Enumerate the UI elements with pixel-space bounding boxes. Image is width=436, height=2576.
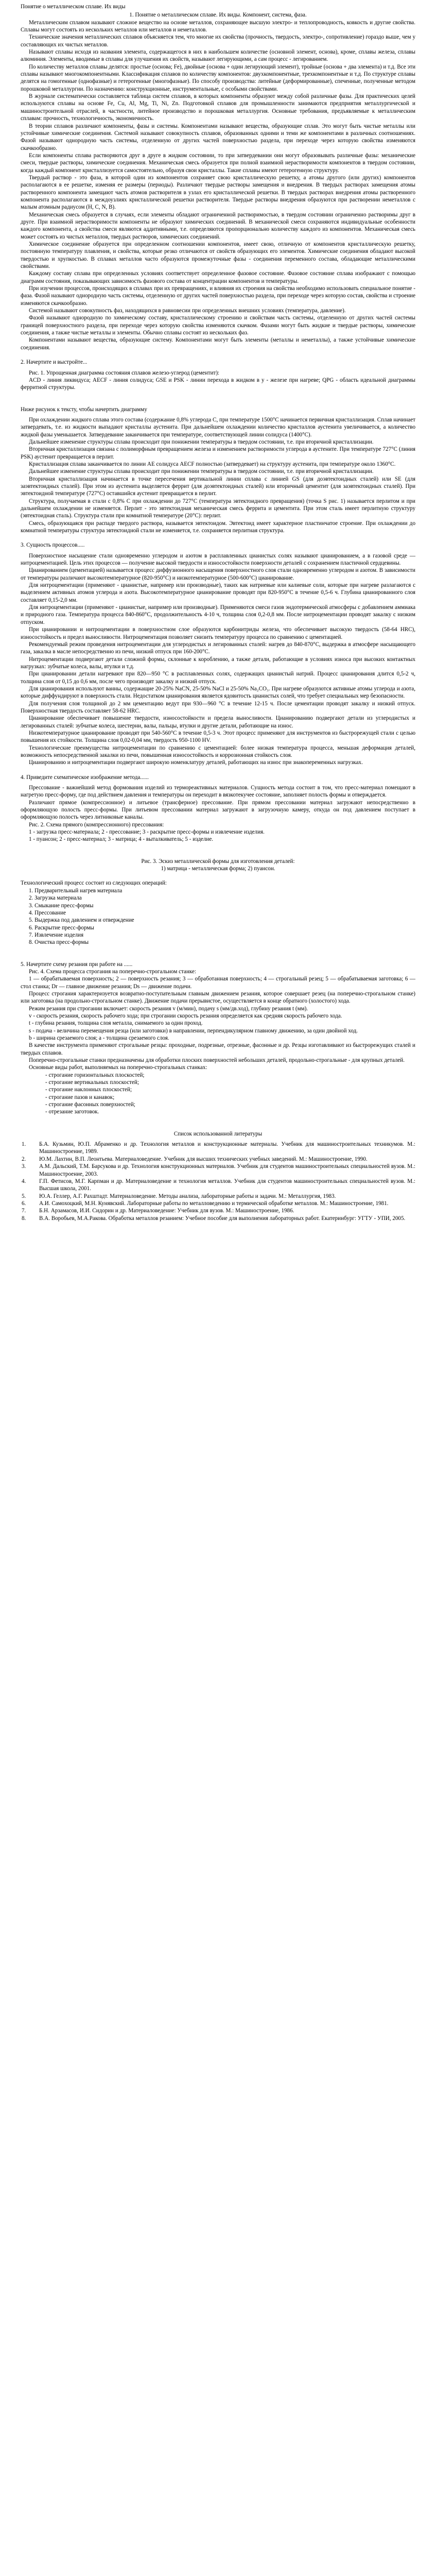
reference-number: 2.: [22, 1156, 26, 1162]
reference-text: Ю.М. Лахтин, В.П. Леонтьева. Материаловедение. Учебник для высших технических учебных заведений. М.: Машиностроение, 1990.: [39, 1156, 368, 1162]
reference-item: [21, 1178, 415, 1193]
process-steps: [29, 887, 415, 946]
paragraph: Химическое соединение образуется при определенном соотношении компонентов, имеет свою, отличную от компонентов кристаллическую решетку, постоянную температуру плавления, и свойства, которые резко отличаются от свойств образующих его элементов. Химические соединения обладают высокой твердостью и хрупкостью. В сплавах металлов часто образуются промежуточные фазы - соединения переменного состава, обладающие металлическими свойствами.: [21, 241, 415, 270]
figure-legend: 1) матрица - металлическая форма; 2) пуансон.: [161, 866, 275, 872]
paragraph: При изучении процессов, происходящих в сплавах при их превращениях, и влияния их строения на свойства необходимо использовать специальное понятие - фаза. Фазой называют однородную часть системы, отделенную от других частей поверхностью раздела, при переходе через которую состав, свойства и строение изменяются скачкообразно.: [21, 285, 415, 307]
paragraph: В теории сплавов различают компоненты, фазы и системы. Компонентами называют вещества, образующие сплав. Это могут быть чистые металлы или устойчивые химические соединения. Системой называют совокупность сплавов, образованных одними и теми же компонентами в различных соотношениях. Фазой называют однородную часть системы, отделенную от других частей поверхностью раздела, при переходе через которую свойства изменяются скачкообразно.: [21, 123, 415, 151]
paragraph: Технические значения металлических сплавов объясняется тем, что многие их свойства (прочность, твердость, электро-, сопротивление) гораздо выше, чем у составляющих их чистых металлов.: [21, 34, 415, 48]
figure-caption: Рис. 2. Схема прямого (компрессионного) прессования:: [29, 821, 164, 828]
section-1-heading: 1. Понятие о металлическом сплаве. Их виды. Компонент, система, фаза.: [129, 12, 307, 19]
reference-number: 5.: [22, 1193, 26, 1199]
reference-item: [21, 1215, 415, 1222]
paragraph: Нитроцементации подвергают детали сложной формы, склонные к короблению, а также детали, работающие в условиях износа при высоких контактных нагрузках: зубчатые колеса, валы, втулки и т.д.: [21, 656, 415, 670]
figure-caption: Рис. 4. Схема процесса строгания на поперечно-строгальном станке:: [29, 968, 197, 975]
paragraph: Различают прямое (компрессионное) и литьевое (трансферное) прессование. При прямом прессовании материал загружают непосредственно в оформляющую полость пресс-формы. При литьевом прессовании материал загружают в загрузочную камеру, откуда он под давлением поступает в оформляющую полость через литниковые каналы.: [21, 799, 415, 821]
paragraph: При цианировании и нитроцементации в поверхностном слое образуются карбонитриды железа, что обеспечивает высокую твердость (58-64 HRC), износостойкость и предел выносливости. Нитроцементация позволяет снизить температуру процесса по сравнению с цементацией.: [21, 626, 415, 640]
reference-number: 6.: [22, 1200, 26, 1207]
section-4-heading: 4. Приведите схематическое изображение метода......: [21, 774, 149, 781]
list-item: 3. Смыкание пресс-формы: [29, 902, 94, 909]
paragraph: Системой называют совокупность фаз, находящихся в равновесии при определенных внешних условиях (температура, давление).: [29, 308, 346, 314]
reference-number: 4.: [22, 1178, 26, 1184]
figure-caption: Рис. 3. Эскиз металлической формы для изготовления деталей:: [141, 858, 295, 865]
paragraph: v - скорость резания, скорость рабочего хода; при строгании скорость резания определяется как средняя скорость рабочего хода.: [29, 1012, 342, 1019]
paragraph: Прессование - важнейший метод формования изделий из термореактивных материалов. Сущность метода состоит в том, что пресс-материал помещают в нагретую пресс-форму, где под действием давления и температуры он переходит в вязкотекучее состояние, заполняет полость формы и отверждается.: [21, 785, 415, 799]
paragraph: Технологические преимущества нитроцементации по сравнению с цементацией: более низкая температура процесса, меньшая деформация деталей, возможность непосредственной закалки из печи, повышенная износостойкость и коррозионная стойкость слоя.: [21, 744, 415, 758]
reference-text: Ю.А. Геллер, А.Г. Рахштадт. Материаловедение. Методы анализа, лабораторные работы и задачи. М.: Металлургия, 1983.: [39, 1193, 336, 1199]
ops-list: [45, 1072, 415, 1116]
figure-legend: 1 - пуансон; 2 - пресс-материал; 3 - матрица; 4 - выталкиватель; 5 - изделие.: [29, 836, 214, 843]
reference-item: [21, 1156, 415, 1163]
reference-text: А.М. Дальский, Т.М. Барсукова и др. Технология конструкционных материалов. Учебник для студентов машиностроительных специальностей вузов. М.: Машиностроение, 2003.: [39, 1163, 415, 1177]
paragraph: Для цианирования используют ванны, содержащие 20-25% NaCN, 25-50% NaCl и 25-50% Na₂CO₃. При нагреве образуются активные атомы углерода и азота, которые диффундируют в поверхность стали. Недостатком цианирования является ядовитость цианистых солей, что требует специальных мер безопасности.: [21, 685, 415, 700]
reference-number: 1.: [22, 1141, 26, 1148]
list-item: - строгание пазов и канавок;: [45, 1094, 115, 1100]
list-item: - отрезание заготовок.: [45, 1109, 99, 1115]
paragraph: Дальнейшее изменение структуры сплава происходит при понижении температуры в твердом состоянии, т.е. при вторичной кристаллизации.: [29, 468, 374, 475]
section-2-body: [21, 416, 415, 535]
section-1-body: [21, 19, 415, 351]
section-3-body: [21, 552, 415, 767]
paragraph: Называют сплавы исходя из названия элемента, содержащегося в них в наибольшем количестве (основной элемент, основа), кроме, сплавы железа, сплавы алюминия. Элементы, вводимые в сплавы для улучшения их свойств, называют легирующими, а сам процесс - легированием.: [21, 49, 415, 63]
reference-text: Б.Н. Арзамасов, И.И. Сидорин и др. Материаловедение: Учебник для вузов. М.: Машиностроение, 1986.: [39, 1208, 294, 1214]
reference-text: А.И. Самохоцкий, М.Н. Кунявский. Лабораторные работы по металловедению и термической обработке металлов. М.: Машиностроение, 1981.: [39, 1200, 389, 1207]
section-4-body: [21, 784, 415, 821]
list-item: 1. Предварительный нагрев материала: [29, 887, 123, 894]
reference-text: Б.А. Кузьмин, Ю.П. Абраменко и др. Технология металлов и конструкционные материалы. Учебник для машиностроительных техникумов. М.: Машиностроение, 1989.: [39, 1141, 415, 1155]
reference-text: Г.П. Фетисов, М.Г. Карпман и др. Материаловедение и технология металлов. Учебник для студентов машиностроительных специальностей вузов. М.: Высшая школа, 2001.: [39, 1178, 415, 1192]
paragraph: Для нитроцементации (применяют - цианистые, например или производные), таких как натриевые или калиевые соли, которые при нагреве разлагаются с выделением активных атомов углерода и азота. Высокотемпературное цианирование проводят при 820-950°С в течение 0,5-6 ч. Глубина цианированного слоя составляет 0,15-2,0 мм.: [21, 582, 415, 603]
paragraph: b - ширина срезаемого слоя; a - толщина срезаемого слоя.: [29, 1035, 169, 1041]
paragraph: В качестве инструмента применяют строгальные резцы: проходные, подрезные, отрезные, фасонные и др. Резцы изготавливают из быстрорежущих сталей и твердых сплавов.: [21, 1042, 415, 1056]
paragraph: Твердый раствор - это фаза, в которой один из компонентов сохраняет свою кристаллическую решетку, а атомы другого (или других) компонентов располагаются в ее решетке, изменяя ее размеры (периоды). Различают твердые растворы замещения и внедрения. В твердых растворах замещения атомы растворенного компонента замещают часть атомов растворителя в узлах его кристаллической решетки. В твердых растворах внедрения атомы растворенного компонента располагаются в междоузлиях кристаллической решетки растворителя. Твердые растворы внедрения образуются при растворении неметаллов с малым атомным радиусом (H, C, N, B).: [21, 174, 415, 211]
paragraph: Если компоненты сплава растворяются друг в друге в жидком состоянии, то при затвердевании они могут образовывать различные фазы: механические смеси, твердые растворы, химические соединения. Механическая смесь образуется при полной взаимной нерастворимости компонентов в твердом состоянии, когда каждый компонент кристаллизуется самостоятельно, образуя свои кристаллы. Такие сплавы имеют гетерогенную структуру.: [21, 152, 415, 174]
section-5-heading: 5. Начертите схему резания при работе на ......: [21, 961, 133, 968]
reference-number: 8.: [22, 1215, 26, 1222]
paragraph: Фазой называют однородную по химическому составу, кристаллическому строению и свойствам часть системы, отделенную от других частей системы границей поверхностного раздела, при переходе через которую свойства изменяются скачком. Фазами могут быть жидкие и твердые растворы, химические соединения, а также чистые металлы и элементы. Обычно сплавы состоят из нескольких фаз.: [21, 315, 415, 336]
section-2-heading: 2. Начертите и выстройте...: [21, 359, 88, 366]
references-heading: Список использованной литературы: [173, 1130, 263, 1137]
references-list: [21, 1141, 415, 1222]
reference-number: 7.: [22, 1208, 26, 1214]
paragraph: Каждому составу сплава при определенных условиях соответствует определенное фазовое состояние. Фазовое состояние сплава изображают с помощью диаграмм состояния, показывающих зависимость фазового состава от концентрации компонентов и температуры.: [21, 270, 415, 284]
paragraph: При цианировании детали нагревают при 820—950 °С в расплавленных солях, содержащих цианистый натрий. Процесс цианирования длится 0,5-2 ч, толщина слоя от 0,15 до 0,6 мм, после чего производят закалку и низкий отпуск.: [21, 671, 415, 685]
paragraph: Кристаллизация сплава заканчивается по линии AE солидуса AECF полностью (затвердевает) на структуру аустенита, при температуре около 1360°С.: [29, 461, 396, 467]
reference-text: В.А. Воробьев, М.А.Ракова. Обработка металлов резанием: Учебное пособие для выполнения лабораторных работ. Екатеринбург: УГТУ - УПИ, 2005.: [39, 1215, 406, 1222]
document-page: [0, 0, 436, 1232]
reference-number: 3.: [22, 1163, 26, 1170]
paragraph: В журнале систематически составляется таблица систем сплавов, в которых компоненты образуют между собой различные фазы. Для практических целей используются сплавы на основе Fe, Cu, Al, Mg, Ti, Ni, Zn. Подготовкой сплавов для промышленности занимаются предприятия металлургической и машиностроительной отраслей, в частности, литейное производство и порошковая металлургия. Основные требования, предъявляемые к металлическим сплавам: прочность, технологичность, экономичность.: [21, 93, 415, 122]
list-item: - строгание вертикальных плоскостей;: [45, 1079, 139, 1086]
list-item: - строгание фасонных поверхностей;: [45, 1101, 135, 1108]
paragraph: t - глубина резания, толщина слоя металла, снимаемого за один проход.: [29, 1020, 203, 1027]
paragraph: Низкотемпературное цианирование проводят при 540-560°С в течение 0,5-3 ч. Этот процесс применяют для инструментов из быстрорежущей стали с целью повышения их стойкости. Толщина слоя 0,02-0,04 мм, твердость 950-1100 HV.: [21, 730, 415, 744]
paragraph: Цианированием (цементацией) называется процесс диффузионного насыщения поверхностного слоя стали одновременно углеродом и азотом. В зависимости от температуры различают высокотемпературное (820-950°С) и низкотемпературное (500-600°С) цианирование.: [21, 567, 415, 581]
section-3-heading: 3. Сущность процессов.....: [21, 542, 85, 549]
list-item: 2. Загрузка материала: [29, 895, 82, 902]
list-item: 5. Выдержка под давлением и отверждение: [29, 917, 134, 924]
figure-legend: 1 - загрузка пресс-материала; 2 - прессование; 3 - раскрытие пресс-формы и извлечение изделия.: [29, 829, 265, 836]
list-item: 4. Прессование: [29, 909, 66, 916]
paragraph: Компонентами называют вещества, образующие систему. Компонентами могут быть элементы (металлы и неметаллы), а также устойчивые химические соединения.: [21, 337, 415, 351]
list-item: 8. Очистка пресс-формы: [29, 939, 89, 946]
paragraph: Рекомендуемый режим проведения нитроцементации для углеродистых и легированных сталей: нагрев до 840-870°С, выдержка в атмосфере насыщающего газа, закалка в масле непосредственно из печи, низкий отпуск при 160-200°С.: [21, 641, 415, 655]
paragraph: s - подача - величина перемещения резца (или заготовки) в направлении, перпендикулярном главному движению, за один двойной ход.: [29, 1027, 358, 1034]
reference-item: [21, 1200, 415, 1207]
paragraph: Для получения слоя толщиной до 2 мм цементацию ведут при 930—960 °С в течение 12-15 ч. После цементации проводят закалку и низкий отпуск. Поверхностная твердость составляет 58-62 HRC.: [21, 700, 415, 714]
figure-legend: ACD - линия ликвидуса; AECF - линия солидуса; GSE и PSK - линии перехода в жидком в у - железе при нагреве; QPG - область идеальной диаграммы ферритной структуры.: [21, 377, 415, 391]
process-heading: Технологический процесс состоит из следующих операций:: [21, 880, 167, 887]
paragraph: Смесь, образующаяся при распаде твердого раствора, называется эвтектоидом. Эвтектоид имеет характерное пластинчатое строение. При охлаждении до комнатной температуры структура эвтектоидной стали не изменяется, т.е. сохраняется перлитная структура.: [21, 520, 415, 534]
paragraph: При охлаждении жидкого сплава этого состава (содержание 0,8% углерода С, при температуре 1500°С начинается первичная кристаллизация. Сплав начинает затвердевать, т.е. из жидкости выпадают кристаллы аустенита. При дальнейшем охлаждении количество кристаллов аустенита увеличивается, а количество жидкой фазы уменьшается. Затвердевание заканчивается при температуре, соответствующей линии солидуса (1400°С).: [21, 416, 415, 438]
paragraph: Механическая смесь образуется в случаях, если элементы обладают ограниченной растворимостью, в твердом состоянии ограниченно растворимы друг в друге. При взаимной нерастворимости компоненты не образуют химических соединений. В механической смеси сохраняются индивидуальные особенности каждого компонента, а свойства смеси являются аддитивными, т.е. определяются пропорционально количеству каждого из компонентов. Механическая смесь может состоять из чистых металлов, твердых растворов, химических соединений.: [21, 211, 415, 240]
figure-caption: Рис. 1. Упрощенная диаграмма состояния сплавов железо-углерод (цементит):: [29, 369, 220, 376]
list-item: 7. Извлечение изделия: [29, 931, 84, 938]
paragraph: Процесс строгания характеризуется возвратно-поступательным главным движением резания, которое совершает резец (на поперечно-строгальном станке) или заготовка (на продольно-строгальном станке). Движение подачи прерывистое, осуществляется в конце обратного (холостого) хода.: [21, 990, 415, 1005]
paragraph: Металлическим сплавом называют сложное вещество на основе металлов, сохраняющее высшую электро- и теплопроводность, ковкость и другие свойства. Сплавы могут состоять из нескольких металлов или металлов и неметаллов.: [21, 19, 415, 33]
list-item: 6. Раскрытие пресс-формы: [29, 924, 94, 931]
ops-heading: Основные виды работ, выполняемых на поперечно-строгальных станках:: [29, 1064, 207, 1071]
list-item: - строгание наклонных плоскостей;: [45, 1087, 132, 1093]
paragraph: Вторичная кристаллизация начинается в точке пересечения вертикальной линии сплава с линией GS (для доэвтектоидных сталей) или SE (для заэвтектоидных сталей). При этом из аустенита выделяется феррит (для доэвтектоидных сталей) или вторичный цементит (для заэвтектоидных сталей). При эвтектоидной температуре (727°С) оставшийся аустенит превращается в перлит.: [21, 476, 415, 497]
section-5-body: [21, 990, 415, 1064]
reference-item: [21, 1141, 415, 1156]
paragraph: По количеству металлов сплавы делятся: простые (основа; Fe), двойные (основа + один легирующий элемент), тройные (основа + два элемента) и т.д. Все эти сплавы называют многокомпонентными. Классификация сплавов по количеству компонентов: двухкомпонентные, трехкомпонентные и т.д. По структуре сплавы делятся на гомогенные (однофазные) и гетерогенные (многофазные). По способу производства: литейные (деформированные), спеченные, полученные методом порошковой металлургии. По назначению: конструкционные, инструментальные, с особыми свойствами.: [21, 63, 415, 92]
paragraph: Дальнейшее изменение структуры сплава происходит при понижении температуры в твердом состоянии, т.е. при вторичной кристаллизации.: [29, 438, 374, 445]
list-item: - строгание горизонтальных плоскостей;: [45, 1072, 145, 1078]
paragraph: Структура, получаемая в стали с 0,8% С при охлаждении до 727°С (температура эвтектоидного превращения) (точка S рис. 1) называется перлитом и при дальнейшем охлаждении не изменяется. Перлит - это эвтектоидная механическая смесь феррита и цементита. При этом сталь имеет перлитную структуру (эвтектоидная сталь). Структура стали при комнатной температуре (20°С): перлит.: [21, 498, 415, 519]
paragraph: Поперечно-строгальные станки предназначены для обработки плоских поверхностей небольших деталей, продольно-строгальные - для крупных деталей.: [29, 1057, 405, 1064]
paragraph: Поверхностное насыщение стали одновременно углеродом и азотом в расплавленных цианистых солях называют цианированием, а в газовой среде — нитроцементацией. Цель этих процессов — получение высокой твердости и износостойкости поверхности деталей с сохранением пластичной сердцевины.: [21, 552, 415, 567]
figure-legend: 1 — обрабатываемая поверхность; 2 — поверхность резания; 3 — обработанная поверхность; 4 — строгальный резец; 5 — обрабатываемая заготовка; 6 — стол станка; Dr — главное движение резания; Ds — движение подачи.: [21, 976, 415, 990]
reference-item: [21, 1193, 415, 1200]
paragraph: Цианированию и нитроцементации подвергают широкую номенклатуру деталей, работающих на износ при знакопеременных нагрузках.: [29, 759, 363, 766]
paragraph: Цианирование обеспечивает повышение твердости, износостойкости и предела выносливости. Цианированию подвергают детали из углеродистых и легированных сталей: зубчатые колеса, шестерни, валы, пальцы, втулки и другие детали, работающие на износ.: [21, 715, 415, 729]
figure-note: Ниже рисунок к тексту, чтобы начертить диаграмму: [21, 406, 147, 413]
paragraph: Вторичная кристаллизация связана с полиморфным превращением железа и изменением растворимости углерода в аустените. При температуре 727°С (линия PSK) аустенит превращается в перлит.: [21, 446, 415, 460]
reference-item: [21, 1163, 415, 1178]
reference-item: [21, 1207, 415, 1214]
document-title: Понятие о металлическом сплаве. Их виды: [21, 4, 126, 10]
paragraph: Режим резания при строгании включает: скорость резания v (м/мин), подачу s (мм/дв.ход), глубину резания t (мм).: [29, 1005, 308, 1012]
paragraph: Для нитроцементации (применяют - цианистые, например или производные). Применяются смеси газов эндотермической атмосферы с добавлением аммиака и природного газа. Температура процесса 840-860°С, продолжительность 4-10 ч, толщина слоя 0,2-0,8 мм. После нитроцементации проводят закалку с низким отпуском.: [21, 604, 415, 625]
